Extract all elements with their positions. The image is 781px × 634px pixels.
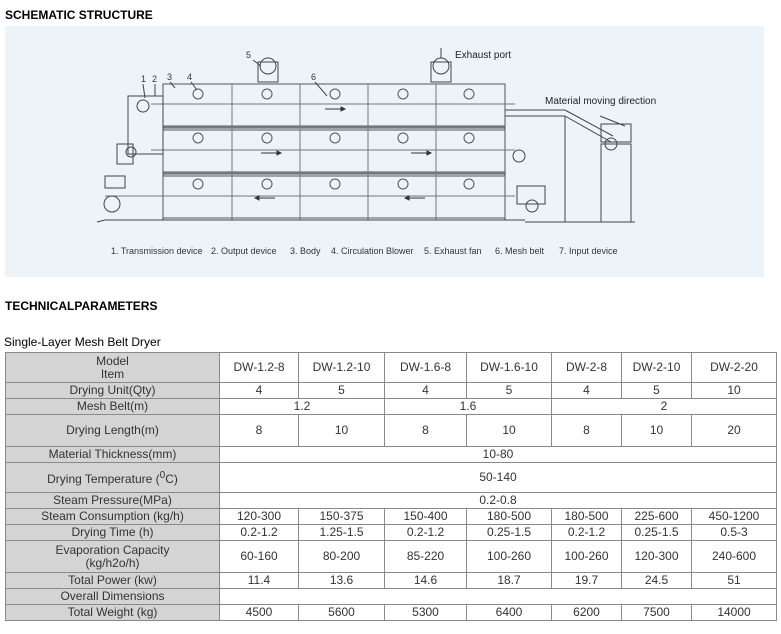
value-cell: 4 (552, 383, 622, 399)
temperature-label-prefix: Drying Temperature ( (47, 472, 160, 486)
header-label-model: Model (96, 353, 129, 368)
value-cell: 0.2-1.2 (552, 525, 622, 541)
value-cell: 180-500 (467, 509, 552, 525)
value-cell: 0.25-1.5 (622, 525, 692, 541)
value-cell: 150-400 (385, 509, 467, 525)
schematic-legend (111, 246, 618, 256)
callout-6: 6 (311, 72, 317, 82)
callout-1: 1 (141, 74, 147, 84)
table-row-evaporation-capacity (6, 541, 777, 573)
model-cell: DW-1.6-10 (467, 353, 552, 383)
value-cell: 5 (467, 383, 552, 399)
value-cell: 450-1200 (692, 509, 777, 525)
value-cell: 6200 (552, 605, 622, 621)
value-cell: 0.2-0.8 (220, 493, 777, 509)
value-cell: 180-500 (552, 509, 622, 525)
table-row-total-weight (6, 605, 777, 621)
value-cell: 150-375 (299, 509, 385, 525)
value-cell: 13.6 (299, 573, 385, 589)
value-cell: 10 (692, 383, 777, 399)
table-row-steam-pressure (6, 493, 777, 509)
value-cell: 7500 (622, 605, 692, 621)
value-cell: 240-600 (692, 541, 777, 573)
value-cell: 60-160 (220, 541, 299, 573)
value-cell: 50-140 (220, 463, 777, 493)
value-cell: 8 (552, 415, 622, 447)
value-cell: 80-200 (299, 541, 385, 573)
value-cell: 10-80 (220, 447, 777, 463)
row-label: Drying Unit(Qty) (6, 383, 220, 399)
value-cell: 4500 (220, 605, 299, 621)
value-cell: 225-600 (622, 509, 692, 525)
value-cell: 120-300 (622, 541, 692, 573)
table-row-steam-consumption (6, 509, 777, 525)
row-label: Material Thickness(mm) (6, 447, 220, 463)
legend-item: 3. Body (290, 246, 321, 256)
value-cell: 5 (622, 383, 692, 399)
value-cell: 100-260 (552, 541, 622, 573)
value-cell: 5600 (299, 605, 385, 621)
value-cell: 120-300 (220, 509, 299, 525)
input-device (505, 110, 635, 222)
table-title: Single-Layer Mesh Belt Dryer (4, 335, 161, 349)
value-cell: 100-260 (467, 541, 552, 573)
value-cell: 8 (385, 415, 467, 447)
model-cell: DW-2-8 (552, 353, 622, 383)
row-label: Total Weight (kg) (6, 605, 220, 621)
table-row-drying-length (6, 415, 777, 447)
model-cell: DW-1.2-8 (220, 353, 299, 383)
value-cell: 18.7 (467, 573, 552, 589)
parameters-table (5, 352, 777, 621)
schematic-diagram (5, 26, 764, 277)
callout-4: 4 (187, 72, 193, 82)
value-cell: 14.6 (385, 573, 467, 589)
header-label-item: Item (100, 366, 125, 381)
table-row-mesh-belt (6, 399, 777, 415)
value-cell: 10 (622, 415, 692, 447)
value-cell: 6400 (467, 605, 552, 621)
legend-item: 5. Exhaust fan (424, 246, 482, 256)
row-label: Drying Time (h) (6, 525, 220, 541)
value-cell: 1.2 (220, 399, 385, 415)
transmission-device (97, 96, 525, 222)
table-row-drying-temperature (6, 463, 777, 493)
legend-item: 2. Output device (211, 246, 277, 256)
row-label: Mesh Belt(m) (6, 399, 220, 415)
value-cell: 1.6 (385, 399, 552, 415)
table-row-drying-time (6, 525, 777, 541)
model-cell: DW-1.2-10 (299, 353, 385, 383)
value-cell: 4 (385, 383, 467, 399)
value-cell: 51 (692, 573, 777, 589)
legend-item: 1. Transmission device (111, 246, 203, 256)
dryer-schematic-drawing (5, 26, 764, 277)
exhaust-port-label: Exhaust port (455, 50, 512, 61)
legend-item: 6. Mesh belt (495, 246, 545, 256)
table-row-overall-dimensions (6, 589, 777, 605)
table-row-model (6, 353, 777, 383)
parameters-heading: TECHNICALPARAMETERS (5, 299, 158, 313)
model-cell: DW-1.6-8 (385, 353, 467, 383)
exhaust-fans (258, 48, 451, 82)
evaporation-label-line2: (kg/h2o/h) (85, 555, 140, 570)
temperature-label-suffix: C) (165, 472, 178, 486)
row-label: Drying Length(m) (6, 415, 220, 447)
legend-item: 4. Circulation Blower (331, 246, 414, 256)
material-direction-label: Material moving direction (545, 96, 657, 107)
row-label: Total Power (kw) (6, 573, 220, 589)
value-cell: 2 (552, 399, 777, 415)
value-cell: 0.5-3 (692, 525, 777, 541)
table-row-material-thickness (6, 447, 777, 463)
value-cell: 85-220 (385, 541, 467, 573)
value-cell: 1.25-1.5 (299, 525, 385, 541)
row-label (6, 541, 220, 573)
value-cell: 20 (692, 415, 777, 447)
value-cell: 10 (467, 415, 552, 447)
value-cell: 19.7 (552, 573, 622, 589)
row-label: Steam Pressure(MPa) (6, 493, 220, 509)
value-cell: 4 (220, 383, 299, 399)
value-cell: 10 (299, 415, 385, 447)
legend-item: 7. Input device (559, 246, 618, 256)
flow-arrows (255, 107, 431, 200)
value-cell: 5300 (385, 605, 467, 621)
value-cell: 0.2-1.2 (220, 525, 299, 541)
value-cell: 5 (299, 383, 385, 399)
row-label (6, 463, 220, 493)
value-cell: 8 (220, 415, 299, 447)
model-cell: DW-2-10 (622, 353, 692, 383)
value-cell: 0.2-1.2 (385, 525, 467, 541)
value-cell: 11.4 (220, 573, 299, 589)
row-label: Overall Dimensions (6, 589, 220, 605)
table-row-total-power (6, 573, 777, 589)
table-row-drying-unit (6, 383, 777, 399)
callout-5: 5 (246, 50, 252, 60)
value-cell: 14000 (692, 605, 777, 621)
value-cell: 0.25-1.5 (467, 525, 552, 541)
mesh-belt-layers (105, 84, 515, 218)
callout-2: 2 (152, 74, 158, 84)
callout-3: 3 (167, 72, 173, 82)
evaporation-label-line1: Evaporation Capacity (55, 542, 170, 557)
model-cell: DW-2-20 (692, 353, 777, 383)
value-cell (220, 589, 777, 605)
model-item-header (6, 353, 220, 383)
schematic-heading: SCHEMATIC STRUCTURE (5, 8, 153, 22)
temperature-label-degree: 0 (159, 470, 166, 481)
row-label: Steam Consumption (kg/h) (6, 509, 220, 525)
value-cell: 24.5 (622, 573, 692, 589)
